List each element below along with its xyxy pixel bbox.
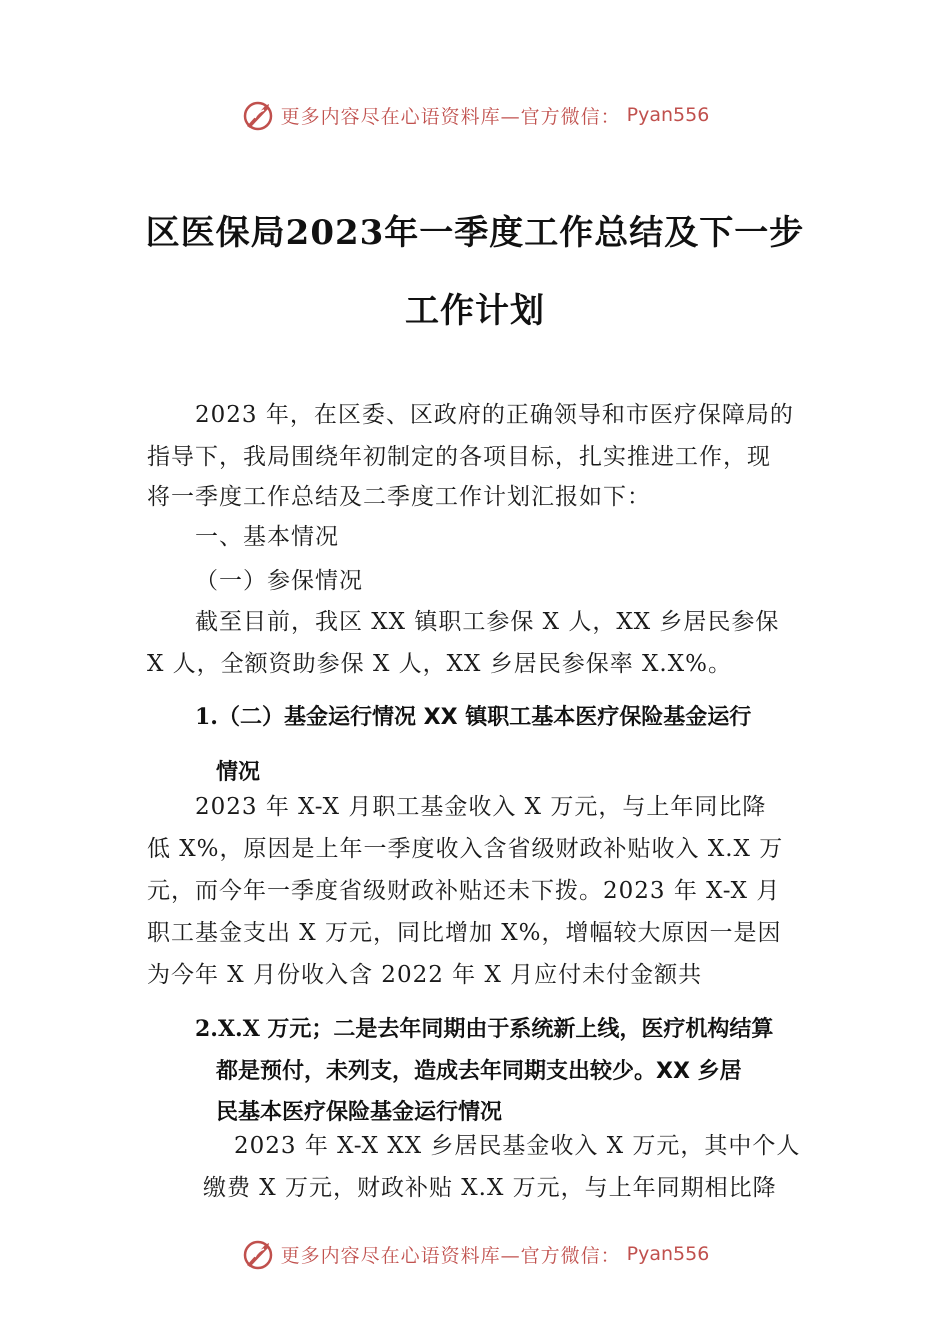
para3-line-1: 2023 年 X-X XX 乡居民基金收入 X 万元，其中个人: [234, 1133, 801, 1159]
subsection-heading-insurance: （一）参保情况: [195, 568, 363, 594]
footer-banner-text: 更多内容尽在心语资料库—官方微信：: [280, 1244, 621, 1267]
intro-line-3: 将一季度工作总结及二季度工作计划汇报如下：: [147, 484, 651, 510]
list-heading-2: [195, 1012, 773, 1043]
footer-banner-wechat-id: Pyan556: [626, 1243, 710, 1265]
para1-line-2: X 人，全额资助参保 X 人，XX 乡居民参保率 X.X%。: [147, 651, 732, 677]
para2-line-5: 为今年 X 月份收入含 2022 年 X 月应付未付金额共: [147, 962, 703, 988]
document-title-line1: 区医保局2023年一季度工作总结及下一步: [145, 213, 805, 253]
para3-line-2: 缴费 X 万元，财政补贴 X.X 万元，与上年同期相比降: [203, 1175, 777, 1201]
document-title-line2: 工作计划: [405, 291, 545, 331]
list-heading-2-line3: 民基本医疗保险基金运行情况: [216, 1100, 503, 1125]
list-heading-2-line2: 都是预付，未列支，造成去年同期支出较少。XX 乡居: [216, 1059, 742, 1084]
para2-line-3: 元，而今年一季度省级财政补贴还未下拨。2023 年 X-X 月: [147, 878, 781, 904]
list-heading-1-line2: 情况: [216, 760, 261, 785]
intro-line-2: 指导下，我局围绕年初制定的各项目标，扎实推进工作，现: [147, 444, 771, 470]
banner-text: 更多内容尽在心语资料库—官方微信：: [280, 105, 621, 128]
para2-line-4: 职工基金支出 X 万元，同比增加 X%，增幅较大原因一是因: [147, 920, 782, 946]
header-banner: [0, 95, 950, 135]
footer-banner: [0, 1234, 950, 1274]
banner-wechat-id: Pyan556: [626, 104, 710, 126]
list-heading-1-text: （二）基金运行情况 XX 镇职工基本医疗保险基金运行: [217, 705, 752, 730]
list-heading-1: [195, 700, 751, 731]
pen-logo-icon: [241, 98, 275, 132]
pen-logo-icon: [241, 1237, 275, 1271]
para2-line-2: 低 X%，原因是上年一季度收入含省级财政补贴收入 X.X 万: [147, 836, 784, 862]
list-heading-1-number: 1.: [195, 704, 218, 730]
para1-line-1: 截至目前，我区 XX 镇职工参保 X 人，XX 乡居民参保: [195, 609, 780, 635]
list-heading-2-text: 万元；二是去年同期由于系统新上线，医疗机构结算: [259, 1017, 774, 1042]
list-heading-2-number: 2.X.X: [195, 1016, 260, 1042]
intro-line-1: 2023 年，在区委、区政府的正确领导和市医疗保障局的: [195, 402, 794, 428]
section-heading-basic: 一、基本情况: [195, 524, 339, 550]
para2-line-1: 2023 年 X-X 月职工基金收入 X 万元，与上年同比降: [195, 794, 767, 820]
